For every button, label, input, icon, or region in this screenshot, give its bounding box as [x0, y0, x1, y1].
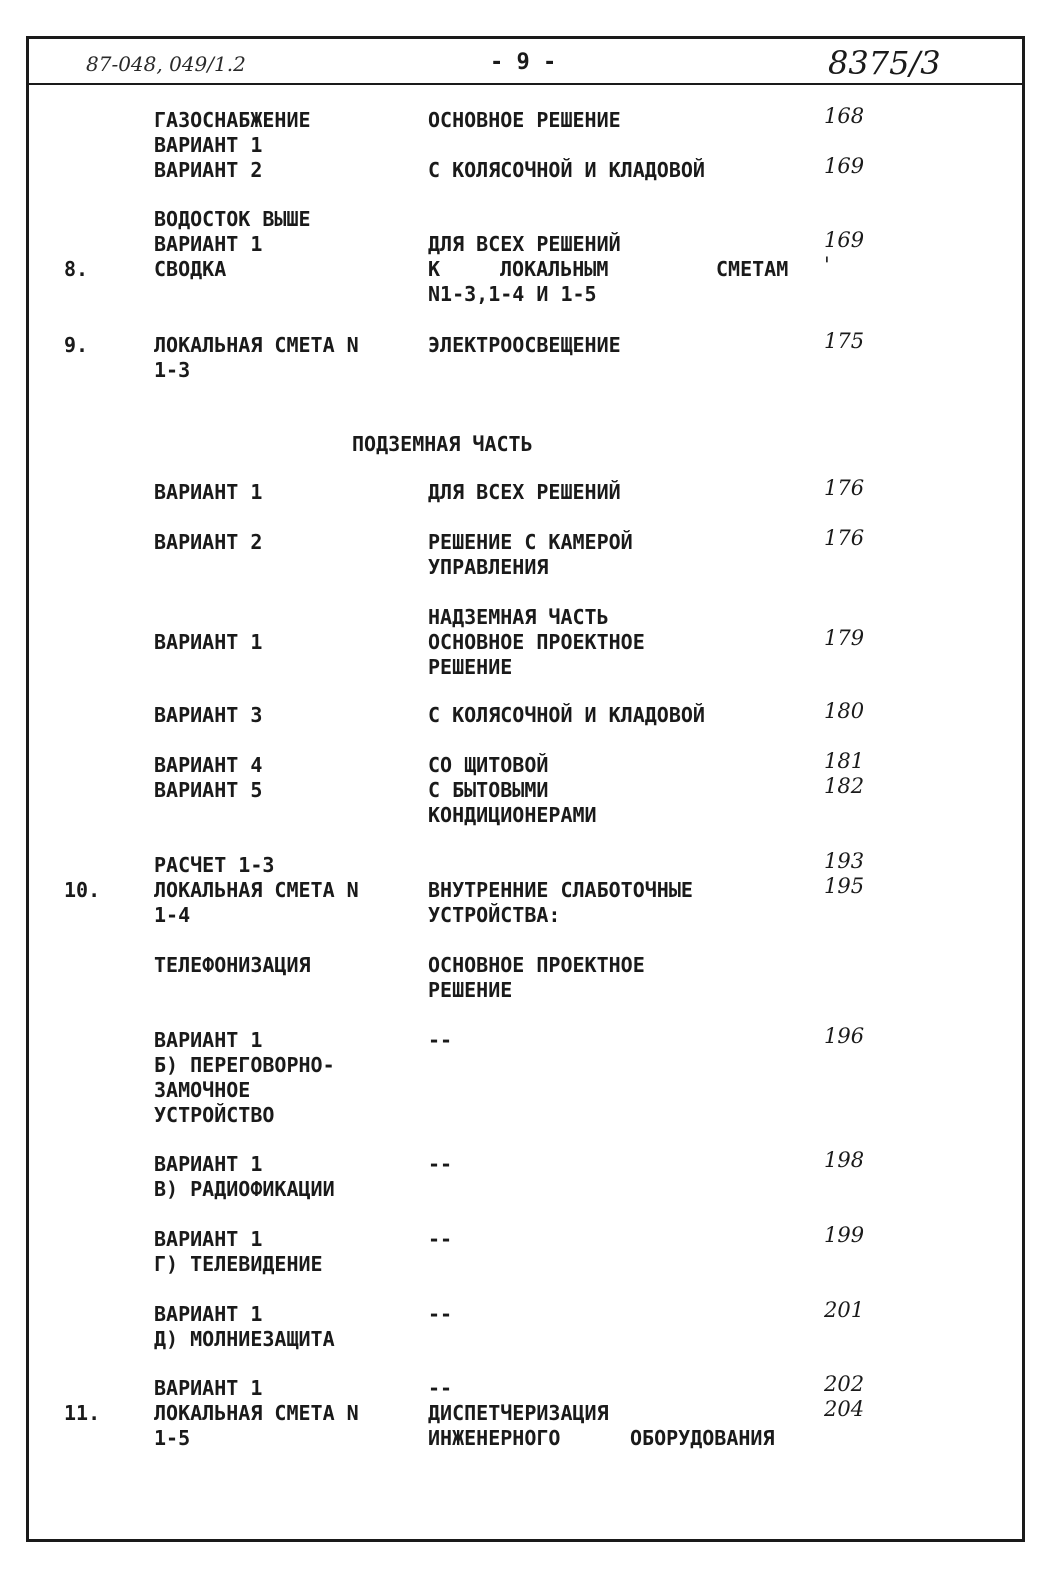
page-number: - 9 -	[490, 50, 557, 75]
row-description: СО ЩИТОВОЙ	[428, 753, 549, 777]
row-description: N1-3,1-4 И 1-5	[428, 282, 597, 306]
page-ref: 193	[824, 849, 865, 873]
item-number: 8.	[64, 257, 89, 281]
row-title: ЛОКАЛЬНАЯ СМЕТА N	[154, 333, 359, 357]
row-title: РАСЧЕТ 1-3	[154, 853, 275, 877]
page-ref: 202	[824, 1372, 865, 1396]
row-description: С КОЛЯСОЧНОЙ И КЛАДОВОЙ	[428, 703, 705, 727]
row-title: 1-4	[154, 903, 191, 927]
row-description: --	[428, 1376, 453, 1400]
page-ref: 176	[824, 526, 865, 550]
row-description: УПРАВЛЕНИЯ	[428, 555, 549, 579]
page-ref: 204	[824, 1397, 865, 1421]
row-description: ОСНОВНОЕ РЕШЕНИЕ	[428, 108, 621, 132]
row-title: 1-5	[154, 1426, 191, 1450]
row-description: --	[428, 1028, 453, 1052]
row-description: --	[428, 1152, 453, 1176]
row-description-part: ИНЖЕНЕРНОГО	[428, 1426, 561, 1450]
row-description: РЕШЕНИЕ	[428, 978, 513, 1002]
row-description: ДЛЯ ВСЕХ РЕШЕНИЙ	[428, 232, 621, 256]
row-description: РЕШЕНИЕ	[428, 655, 513, 679]
row-description-part: К	[428, 257, 441, 281]
row-description: --	[428, 1302, 453, 1326]
page-ref: 169	[824, 154, 865, 178]
row-title: ВАРИАНТ 3	[154, 703, 263, 727]
row-title: ВАРИАНТ 5	[154, 778, 263, 802]
page-ref: 182	[824, 774, 865, 798]
row-title: ЛОКАЛЬНАЯ СМЕТА N	[154, 1401, 359, 1425]
row-title: 1-3	[154, 358, 191, 382]
row-title: ВАРИАНТ 2	[154, 158, 263, 182]
row-title: ВАРИАНТ 2	[154, 530, 263, 554]
page-ref: 195	[824, 874, 865, 898]
section-heading: ПОДЗЕМНАЯ ЧАСТЬ	[352, 432, 533, 456]
row-title: ВАРИАНТ 1	[154, 232, 263, 256]
page-ref: 175	[824, 329, 865, 353]
row-title: ВАРИАНТ 4	[154, 753, 263, 777]
row-description: ЭЛЕКТРООСВЕЩЕНИЕ	[428, 333, 621, 357]
row-description: КОНДИЦИОНЕРАМИ	[428, 803, 597, 827]
doc-code: 87-048, 049/1.2	[86, 52, 246, 76]
row-description: ОСНОВНОЕ ПРОЕКТНОЕ	[428, 953, 645, 977]
page-ref: 201	[824, 1298, 865, 1322]
page-ref: 179	[824, 626, 865, 650]
row-title: ВАРИАНТ 1	[154, 1302, 263, 1326]
row-title: УСТРОЙСТВО	[154, 1103, 275, 1127]
page-ref: 176	[824, 476, 865, 500]
page-ref: 181	[824, 749, 865, 773]
row-title: ВАРИАНТ 1	[154, 1376, 263, 1400]
row-title: ВАРИАНТ 1	[154, 630, 263, 654]
sheet-number: 8375/3	[828, 44, 941, 82]
row-title: СВОДКА	[154, 257, 227, 281]
row-description: ВНУТРЕННИЕ СЛАБОТОЧНЫЕ	[428, 878, 693, 902]
row-title: ВАРИАНТ 1	[154, 1152, 263, 1176]
row-title: ВАРИАНТ 1	[154, 133, 263, 157]
row-title: ЛОКАЛЬНАЯ СМЕТА N	[154, 878, 359, 902]
page-ref: 196	[824, 1024, 865, 1048]
page-ref: 168	[824, 104, 865, 128]
row-description: --	[428, 1227, 453, 1251]
header-divider	[26, 83, 1025, 85]
row-title: ТЕЛЕФОНИЗАЦИЯ	[154, 953, 311, 977]
row-title: В) РАДИОФИКАЦИИ	[154, 1177, 335, 1201]
row-title: ЗАМОЧНОЕ	[154, 1078, 251, 1102]
item-number: 10.	[64, 878, 101, 902]
row-title: ГАЗОСНАБЖЕНИЕ	[154, 108, 311, 132]
row-title: ВАРИАНТ 1	[154, 1227, 263, 1251]
row-description: НАДЗЕМНАЯ ЧАСТЬ	[428, 605, 609, 629]
page-ref: 169	[824, 228, 865, 252]
row-description: С БЫТОВЫМИ	[428, 778, 549, 802]
row-title: Д) МОЛНИЕЗАЩИТА	[154, 1327, 335, 1351]
row-description: С КОЛЯСОЧНОЙ И КЛАДОВОЙ	[428, 158, 705, 182]
item-number: 9.	[64, 333, 89, 357]
row-title: Г) ТЕЛЕВИДЕНИЕ	[154, 1252, 323, 1276]
page-ref: '	[824, 253, 830, 277]
row-title: ВАРИАНТ 1	[154, 1028, 263, 1052]
row-description-part: ОБОРУДОВАНИЯ	[630, 1426, 775, 1450]
row-description: УСТРОЙСТВА:	[428, 903, 561, 927]
row-title: Б) ПЕРЕГОВОРНО-	[154, 1053, 335, 1077]
page-ref: 198	[824, 1148, 865, 1172]
page-ref: 199	[824, 1223, 865, 1247]
row-description: РЕШЕНИЕ С КАМЕРОЙ	[428, 530, 633, 554]
page-ref: 180	[824, 699, 865, 723]
row-title: ВОДОСТОК ВЫШЕ	[154, 207, 311, 231]
row-description-part: СМЕТАМ	[716, 257, 789, 281]
item-number: 11.	[64, 1401, 101, 1425]
row-description: ДЛЯ ВСЕХ РЕШЕНИЙ	[428, 480, 621, 504]
row-description: ОСНОВНОЕ ПРОЕКТНОЕ	[428, 630, 645, 654]
row-description: ДИСПЕТЧЕРИЗАЦИЯ	[428, 1401, 609, 1425]
row-title: ВАРИАНТ 1	[154, 480, 263, 504]
row-description-part: ЛОКАЛЬНЫМ	[500, 257, 609, 281]
